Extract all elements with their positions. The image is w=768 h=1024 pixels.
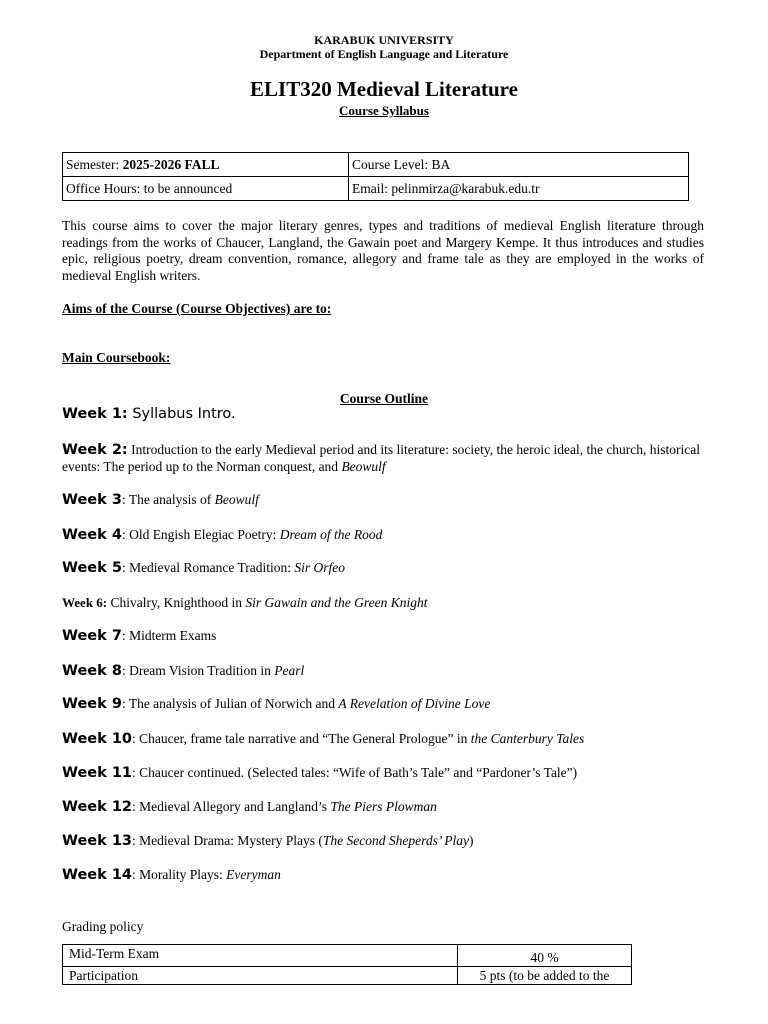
- week-text: : Medieval Allegory and Langland’s: [132, 799, 331, 814]
- week-6: [62, 595, 702, 612]
- week-13: [62, 833, 702, 850]
- grading-heading: Grading policy: [62, 919, 144, 934]
- office-hours-cell: Office Hours: to be announced: [63, 177, 349, 201]
- week-label: Week 6:: [62, 595, 108, 610]
- university-header: [0, 33, 768, 61]
- week-work-title: Pearl: [274, 663, 305, 678]
- week-work-title: Beowulf: [214, 492, 259, 507]
- week-label: Week 5: [62, 560, 122, 576]
- course-outline-heading: Course Outline: [339, 391, 429, 406]
- semester-cell: [63, 153, 349, 177]
- course-description: This course aims to cover the major literary genres, types and traditions of medieval English literature through readings from the works of Chaucer, Langland, the Gawain poet and Margery Kempe. It thus introduces and studies epic, religious poetry, dream convention, romance, allegory and frame tale as they are employed in the works of medieval English writers.: [62, 218, 704, 283]
- week-label: Week 9: [62, 696, 122, 712]
- grading-row: [63, 967, 632, 985]
- course-title: ELIT320 Medieval Literature: [250, 77, 518, 101]
- week-text: : Medieval Drama: Mystery Plays (: [132, 833, 323, 848]
- week-7: [62, 628, 702, 645]
- week-work-title: Sir Gawain and the Green Knight: [245, 595, 428, 610]
- week-text: Chivalry, Knighthood in: [107, 595, 246, 610]
- week-work-title: Dream of the Rood: [279, 527, 383, 542]
- course-subtitle: Course Syllabus: [339, 103, 429, 118]
- week-label: Week 7: [62, 628, 122, 644]
- week-work-title: the Canterbury Tales: [470, 731, 585, 746]
- grading-value: 40 %: [458, 945, 632, 967]
- week-label: Week 4: [62, 527, 122, 543]
- week-text: : Midterm Exams: [121, 628, 217, 643]
- week-label: Week 11: [62, 765, 133, 781]
- course-info-table: [62, 152, 689, 201]
- week-label: Week 10: [62, 731, 133, 747]
- info-row: [63, 177, 689, 201]
- aims-heading: Aims of the Course (Course Objectives) are to:: [62, 301, 332, 316]
- week-label: Week 13: [62, 833, 133, 849]
- week-label: Week 8: [62, 663, 122, 679]
- info-row: [63, 153, 689, 177]
- week-8: [62, 663, 702, 680]
- week-work-title: Beowulf: [341, 458, 386, 474]
- week-text: Syllabus Intro.: [127, 406, 236, 422]
- department-name: Department of English Language and Literature: [259, 47, 509, 61]
- week-text: : The analysis of: [121, 492, 215, 507]
- semester-label: Semester:: [66, 156, 123, 172]
- week-text-after: ): [468, 833, 474, 848]
- week-work-title: A Revelation of Divine Love: [338, 696, 491, 711]
- week-text: : Old Engish Elegiac Poetry:: [121, 527, 280, 542]
- week-4: [62, 527, 702, 544]
- university-name: KARABUK UNIVERSITY: [314, 33, 454, 47]
- week-work-title: Everyman: [226, 867, 281, 882]
- week-9: [62, 696, 702, 713]
- week-10: [62, 731, 702, 748]
- grading-value: 5 pts (to be added to the: [458, 967, 632, 985]
- week-work-title: The Second Sheperds’ Play: [322, 833, 469, 848]
- week-12: [62, 799, 702, 816]
- week-text: : The analysis of Julian of Norwich and: [121, 696, 339, 711]
- email-cell: Email: pelinmirza@karabuk.edu.tr: [349, 177, 689, 201]
- week-3: [62, 492, 702, 509]
- week-2: [62, 442, 702, 475]
- semester-value: 2025-2026 FALL: [122, 156, 220, 172]
- week-text: : Chaucer continued. (Selected tales: “Wife of Bath’s Tale” and “Pardoner’s Tale”): [132, 765, 578, 780]
- grading-item: Mid-Term Exam: [63, 945, 458, 967]
- week-label: Week 12: [62, 799, 133, 815]
- week-work-title: Sir Orfeo: [294, 560, 346, 575]
- week-text: : Chaucer, frame tale narrative and “The General Prologue” in: [132, 731, 471, 746]
- week-11: [62, 765, 702, 782]
- course-level-cell: Course Level: BA: [349, 153, 689, 177]
- week-label: Week 14: [62, 867, 133, 883]
- week-text: : Morality Plays:: [132, 867, 227, 882]
- coursebook-heading: Main Coursebook:: [62, 350, 171, 365]
- week-label: Week 2:: [62, 442, 128, 458]
- grading-row: [63, 945, 632, 967]
- week-text: Introduction to the early Medieval period and its literature: society, the heroic ideal, the church, historical events: The period up to the Norman conquest, and: [62, 442, 701, 474]
- week-label: Week 3: [62, 492, 122, 508]
- week-text: : Dream Vision Tradition in: [121, 663, 275, 678]
- week-14: [62, 867, 702, 884]
- grading-table: [62, 944, 632, 985]
- week-work-title: The Piers Plowman: [330, 799, 437, 814]
- grading-item: Participation: [63, 967, 458, 985]
- week-text: : Medieval Romance Tradition:: [121, 560, 295, 575]
- week-label: Week 1:: [62, 406, 128, 422]
- week-5: [62, 560, 702, 577]
- week-1: [62, 406, 702, 423]
